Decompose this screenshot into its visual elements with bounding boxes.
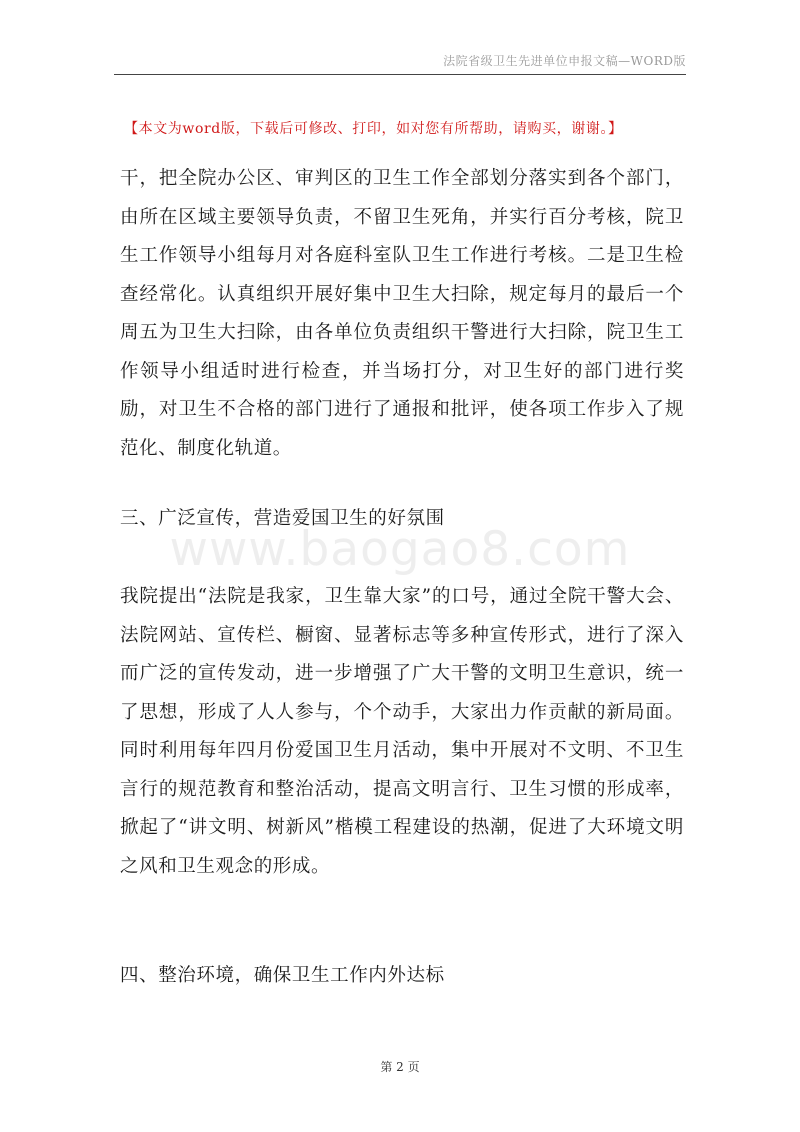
download-notice: 【本文为word版，下载后可修改、打印，如对您有所帮助，请购买，谢谢。】 <box>124 121 623 137</box>
site-watermark: www.baogao8.com <box>169 522 631 577</box>
section-heading-3: 三、广泛宣传，营造爱国卫生的好氛围 <box>120 508 445 529</box>
body-paragraph-1: 干，把全院办公区、审判区的卫生工作全部划分落实到各个部门，由所在区域主要领导负责，不留卫生死角，并实行百分考核，院卫生工作领导小组每月对各庭科室队卫生工作进行考核。二是卫生检查经常化。认真组织开展好集中卫生大扫除，规定每月的最后一个周五为卫生大扫除，由各单位负责组织干警进行大扫除，院卫生工作领导小组适时进行检查，并当场打分，对卫生好的部门进行奖励，对卫生不合格的部门进行了通报和批评，使各项工作步入了规范化、制度化轨道。 <box>120 168 684 459</box>
document-header-title: 法院省级卫生先进单位申报文稿—WORD版 <box>443 54 686 68</box>
header-divider <box>114 74 686 75</box>
page-number: 第 2 页 <box>380 1060 420 1074</box>
section-heading-4: 四、整治环境，确保卫生工作内外达标 <box>120 965 445 986</box>
body-paragraph-2: 我院提出“法院是我家，卫生靠大家”的口号，通过全院干警大会、法院网站、宣传栏、橱窗、显著标志等多种宣传形式，进行了深入而广泛的宣传发动，进一步增强了广大干警的文明卫生意识，统一了思想，形成了人人参与，个个动手，大家出力作贡献的新局面。同时利用每年四月份爱国卫生月活动，集中开展对不文明、不卫生言行的规范教育和整治活动，提高文明言行、卫生习惯的形成率，掀起了“讲文明、树新风”楷模工程建设的热潮，促进了大环境文明之风和卫生观念的形成。 <box>120 586 684 877</box>
